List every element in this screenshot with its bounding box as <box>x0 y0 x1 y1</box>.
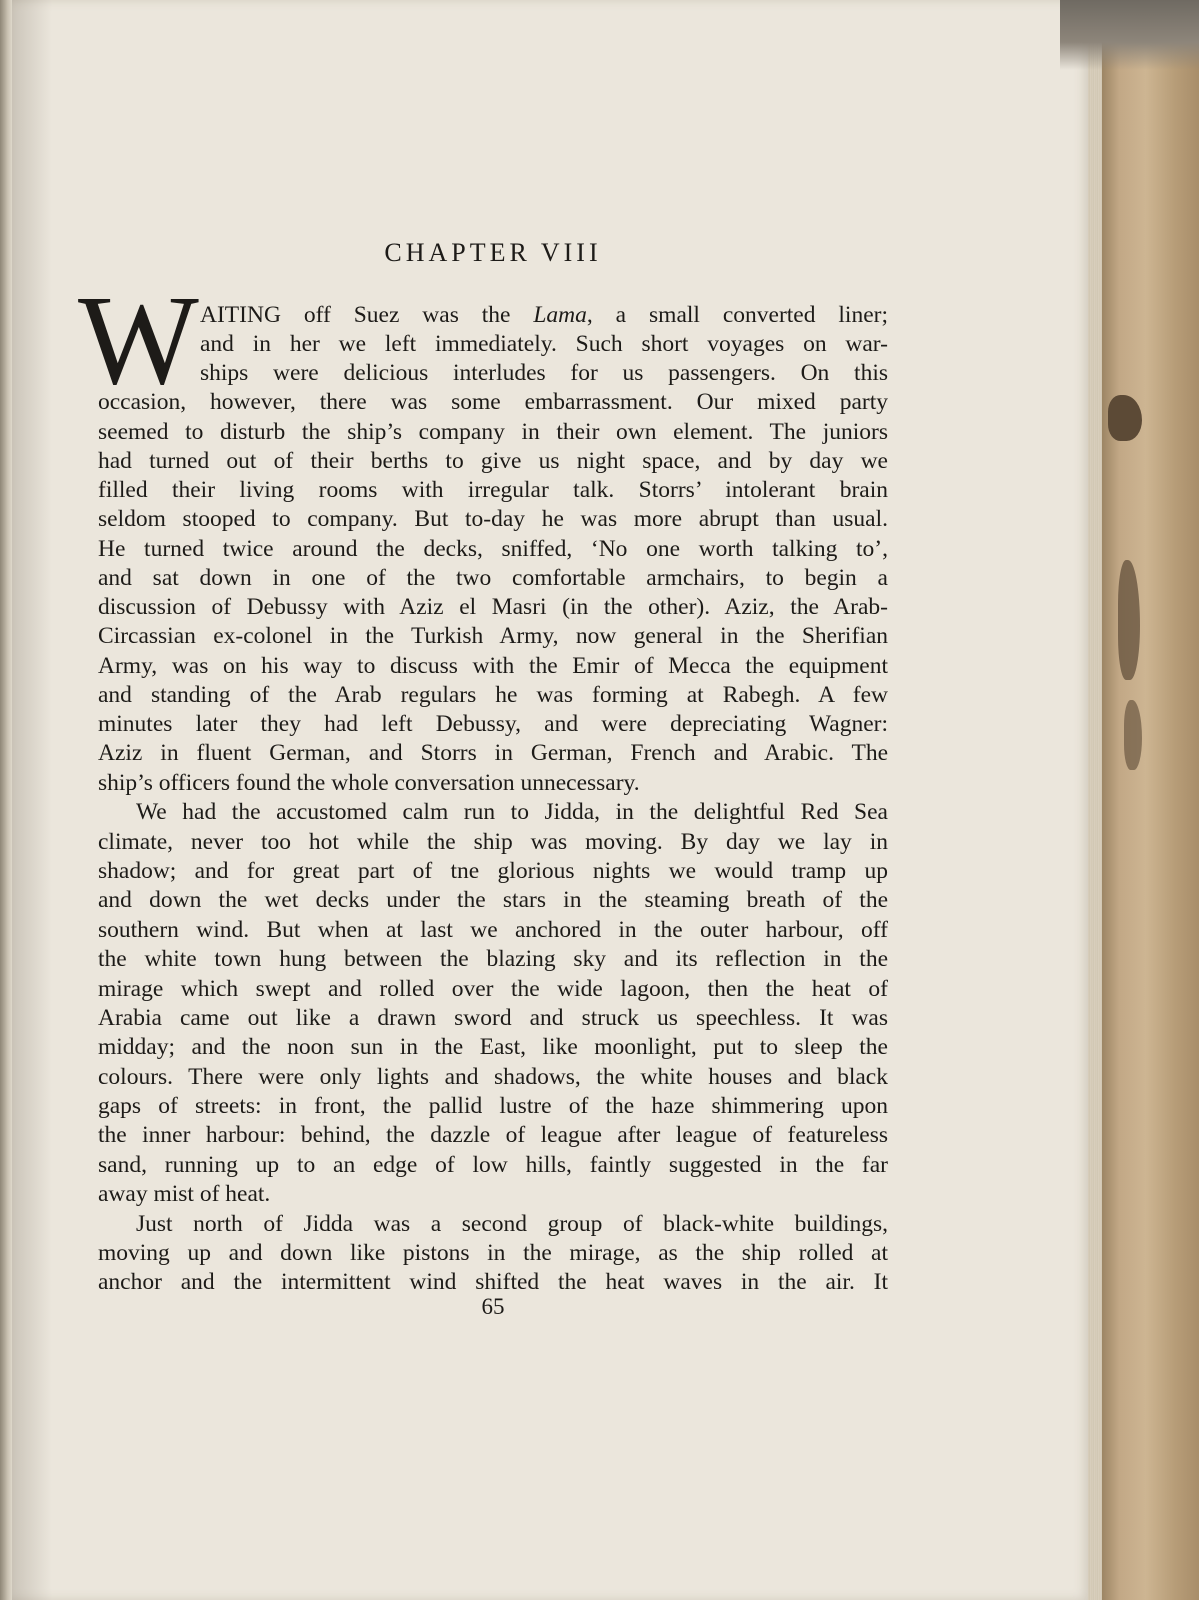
text-run: ships were delicious interludes for us passengers. On this <box>200 360 888 386</box>
text-line <box>98 1033 888 1062</box>
text-run: Circassian ex-colonel in the Turkish Army, now general in the Sherifian <box>98 623 888 649</box>
text-run: the white town hung between the blazing sky and its reflection in the <box>98 946 888 972</box>
text-run: filled their living rooms with irregular talk. Storrs’ intolerant brain <box>98 477 888 503</box>
drop-cap: W <box>78 269 199 411</box>
book-cover-edge <box>1102 30 1199 1600</box>
text-run: away mist of heat. <box>98 1181 271 1207</box>
text-line <box>98 535 888 564</box>
text-run: the inner harbour: behind, the dazzle of league after league of featureless <box>98 1122 888 1148</box>
text-run: southern wind. But when at last we anchored in the outer harbour, off <box>98 917 888 943</box>
ship-name: Lama <box>533 302 587 328</box>
text-line <box>98 622 888 651</box>
text-line <box>98 857 888 886</box>
text-line <box>136 798 888 827</box>
text-run: moving up and down like pistons in the mirage, as the ship rolled at <box>98 1240 888 1266</box>
text-line <box>200 330 888 359</box>
text-run: shadow; and for great part of tne glorious nights we would tramp up <box>98 858 888 884</box>
text-run: sand, running up to an edge of low hills, faintly suggested in the far <box>98 1152 888 1178</box>
text-line <box>136 1210 888 1239</box>
text-run: gaps of streets: in front, the pallid lustre of the haze shimmering upon <box>98 1093 888 1119</box>
text-run: He turned twice around the decks, sniffed, ‘No one worth talking to’, <box>98 536 888 562</box>
text-run: AITING off Suez was the <box>200 302 534 328</box>
text-run: climate, never too hot while the ship was moving. By day we lay in <box>98 829 888 855</box>
text-run: , a small converted liner; <box>586 302 888 328</box>
text-line <box>98 1121 888 1150</box>
text-run: anchor and the intermittent wind shifted the heat waves in the air. It <box>98 1269 888 1295</box>
text-run: discussion of Debussy with Aziz el Masri (in the other). Aziz, the Arab- <box>98 594 888 620</box>
text-line <box>98 1063 888 1092</box>
text-line <box>98 739 888 768</box>
text-line <box>98 916 888 945</box>
text-line <box>98 828 888 857</box>
cover-damage <box>1108 395 1142 441</box>
text-line <box>98 1180 888 1209</box>
text-line <box>98 1151 888 1180</box>
text-run: ship’s officers found the whole conversation unnecessary. <box>98 770 640 796</box>
text-run: Arabia came out like a drawn sword and struck us speechless. It was <box>98 1005 888 1031</box>
chapter-title: CHAPTER VIII <box>384 238 602 267</box>
text-line <box>98 418 888 447</box>
text-run: We had the accustomed calm run to Jidda, in the delightful Red Sea <box>136 799 888 825</box>
page-number: 65 <box>481 1294 505 1319</box>
text-run: and sat down in one of the two comfortable armchairs, to begin a <box>98 565 888 591</box>
text-line <box>98 945 888 974</box>
text-line <box>98 652 888 681</box>
text-line <box>98 1268 888 1297</box>
text-run: Army, was on his way to discuss with the Emir of Mecca the equipment <box>98 653 888 679</box>
text-run: occasion, however, there was some embarrassment. Our mixed party <box>98 389 888 415</box>
text-run: had turned out of their berths to give us night space, and by day we <box>98 448 888 474</box>
text-line <box>98 593 888 622</box>
text-run: Aziz in fluent German, and Storrs in German, French and Arabic. The <box>98 740 888 766</box>
text-line <box>98 1004 888 1033</box>
text-line <box>200 301 888 330</box>
text-run: mirage which swept and rolled over the wide lagoon, then the heat of <box>98 976 888 1002</box>
text-line <box>98 681 888 710</box>
text-run: midday; and the noon sun in the East, like moonlight, put to sleep the <box>98 1034 888 1060</box>
book-cover-top <box>1060 0 1199 70</box>
text-line <box>98 769 888 798</box>
text-run: seldom stooped to company. But to-day he was more abrupt than usual. <box>98 506 888 532</box>
text-line <box>98 886 888 915</box>
text-line <box>98 505 888 534</box>
text-line <box>98 710 888 739</box>
text-line <box>200 359 888 388</box>
text-run: minutes later they had left Debussy, and were depreciating Wagner: <box>98 711 888 737</box>
text-run: Just north of Jidda was a second group of black-white buildings, <box>136 1211 888 1237</box>
text-line <box>98 1239 888 1268</box>
text-run: and down the wet decks under the stars in the steaming breath of the <box>98 887 888 913</box>
text-run: and standing of the Arab regulars he was forming at Rabegh. A few <box>98 682 888 708</box>
text-line <box>98 447 888 476</box>
text-run: colours. There were only lights and shadows, the white houses and black <box>98 1064 888 1090</box>
text-line <box>98 1092 888 1121</box>
text-line <box>98 476 888 505</box>
text-line <box>98 388 888 417</box>
text-run: and in her we left immediately. Such short voyages on war- <box>200 331 888 357</box>
text-run: seemed to disturb the ship’s company in their own element. The juniors <box>98 419 888 445</box>
text-line <box>98 975 888 1004</box>
text-line <box>98 564 888 593</box>
gutter-shadow <box>12 0 52 1600</box>
